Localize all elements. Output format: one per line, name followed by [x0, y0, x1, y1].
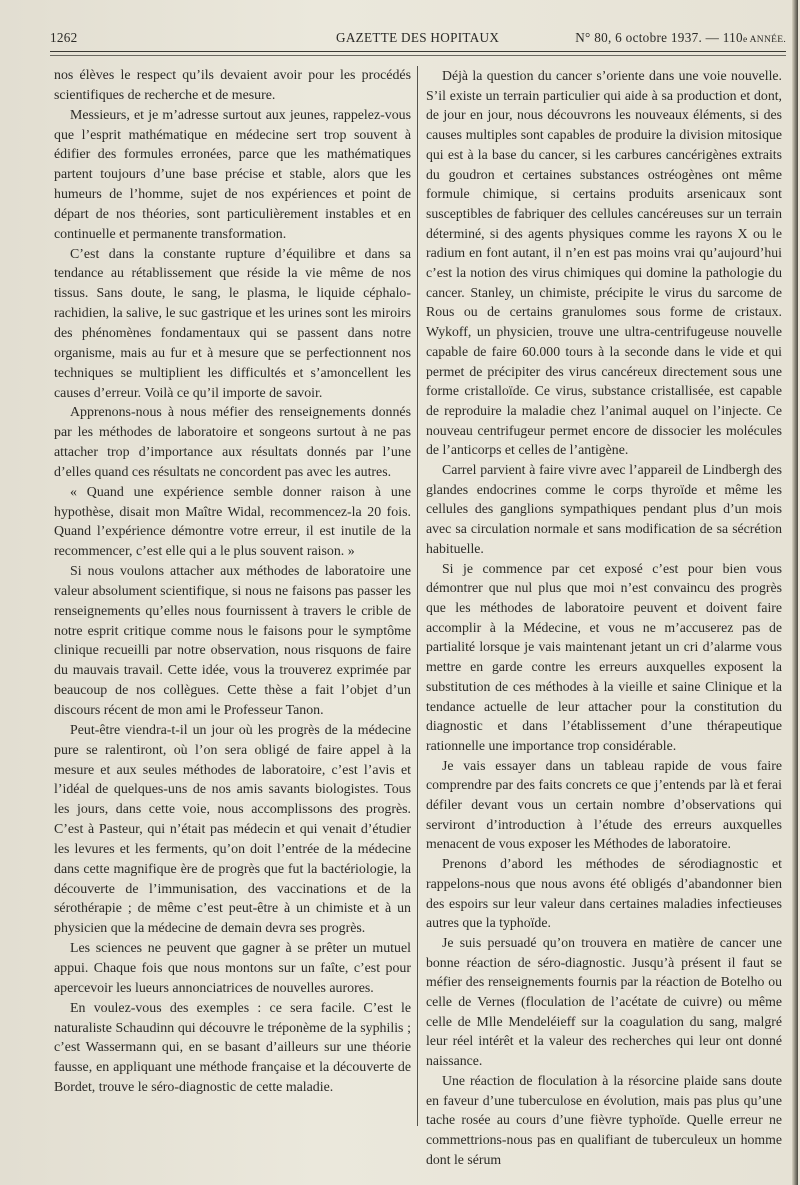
paragraph: « Quand une expérience semble donner raison à une hypothèse, disait mon Maître Widal, recommencez-la 20 fois. Quand l’expérience démontre votre erreur, il est inutile de la recommencer, c’est elle qui a le plus souvent raison. »: [54, 484, 411, 560]
paragraph: nos élèves le respect qu’ils devaient avoir pour les procédés scientifiques de recherche et de mesure.: [54, 68, 411, 103]
paragraph: En voulez-vous des exemples : ce sera facile. C’est le naturaliste Schaudinn qui découvre le tréponème de la syphilis ; c’est Wassermann qui, en se basant d’ailleurs sur une théorie fausse, en appliquant une méthode française et la découverte de Bordet, trouve le séro-diagnostic de cette maladie.: [54, 1000, 411, 1096]
right-column: [426, 66, 782, 1169]
paragraph: Une réaction de floculation à la résorcine plaide sans doute en faveur d’une tuberculose en évolution, mais pas plus qu’une tache rosée au cours d’une fièvre typhoïde. Quelle erreur ne commettrions-nous pas en qualifiant de tuberculeux un homme dont le sérum: [426, 1072, 782, 1167]
page-edge-shadow: [792, 0, 798, 1185]
paragraph: C’est dans la constante rupture d’équilibre et dans sa tendance au rétablissement que réside la vie même de nos tissus. Sans doute, le sang, le plasma, le liquide céphalo-rachidien, la salive, le suc gastrique et les urines sont les miroirs des phénomènes fondamentaux qui se passent dans notre organisme, mais au fur et à mesure que se perfectionnent nos techniques se multiplient les difficultés et s’amoncellent les causes d’erreur. Voilà ce qu’il importe de savoir.: [54, 246, 411, 401]
header-rule: [50, 51, 786, 52]
journal-title: GAZETTE DES HOPITAUX: [336, 30, 500, 45]
paragraph: Si je commence par cet exposé c’est pour bien vous démontrer que nul plus que moi n’est convaincu des progrès que les méthodes de laboratoire peuvent et doivent faire accomplir à la Médecine, et vous ne m’accuserez pas de partialité lorsque je vais maintenant jetant un cri d’alarme vous mettre en garde contre les erreurs auxquelles exposent la substitution de ces méthodes à la vieille et saine Clinique et la tendance actuelle de leur attacher pour la constitution du diagnostic et dans l’établissement d’une thérapeutique rationnelle une importance trop considérable.: [426, 560, 782, 753]
issue-year-suffix: e ANNÉE.: [742, 35, 786, 45]
paragraph: Prenons d’abord les méthodes de sérodiagnostic et rappelons-nous que nous avons été obligés d’abandonner bien des espoirs sur leur valeur dans certaines maladies infectieuses autres que la typhoïde.: [426, 856, 782, 931]
left-column: [54, 66, 411, 1098]
paragraph: Déjà la question du cancer s’oriente dans une voie nouvelle. S’il existe un terrain particulier qui aide à sa production et dont, de jour en jour, nous découvrons les nouveaux éléments, si des causes multiples sont capables de produire la division mitosique qui est à la base du cancer, si les carbures cancérigènes extraits du goudron et certaines substances ostréogènes ont même formule chimique, si certains produits arsenicaux sont susceptibles de fabriquer des cellules cancéreuses sur un terrain déterminé, si des agents physiques comme les rayons X ou le radium en font autant, il n’en est pas moins vrai qu’aujourd’hui c’est la notion des virus chimiques qui domine la pathologie du cancer. Stanley, un chimiste, précipite le virus du sarcome de Rous ou de certains granulomes sous forme de cristaux. Wykoff, un physicien, trouve une ultra-centrifugeuse nouvelle capable de faire 60.000 tours à la seconde dans le vide et qui permet de précipiter des virus cancéreux directement sous une forme cristalloïde. Ce virus, substance cristallisée, est capable de reproduire la maladie chez l’animal auquel on l’injecte. Ce nouveau centrifugeur permet encore de dissocier les molécules de l’anticorps et celles de l’antigène.: [426, 68, 782, 458]
issue-date: N° 80, 6 octobre 1937. — 110: [575, 30, 743, 45]
paragraph: Apprenons-nous à nous méfier des renseignements donnés par les méthodes de laboratoire et songeons surtout à ne pas attacher trop d’importance aux résultats donnés par l’une d’elles quand ces résultats ne concordent pas avec les autres.: [54, 405, 411, 480]
paragraph: Carrel parvient à faire vivre avec l’appareil de Lindbergh des glandes endocrines comme le corps thyroïde et même les cellules des ganglions sympathiques pendant plus d’un mois avec sa circulation normale et sans modification de sa sécrétion habituelle.: [426, 462, 782, 556]
column-divider: [417, 66, 418, 1126]
issue-info: [575, 30, 786, 46]
paragraph: Je vais essayer dans un tableau rapide de vous faire comprendre par des faits concrets ce que j’entends par là et ferai défiler devant vous un certain nombre d’observations qui serviront d’introduction à l’étude des erreurs auxquelles menacent de vous exposer les Méthodes de laboratoire.: [426, 757, 782, 852]
paragraph: Messieurs, et je m’adresse surtout aux jeunes, rappelez-vous que l’esprit mathématique en médecine sert trop souvent à édifier des formules erronées, parce que les mathématiques partent toujours d’une base précise et stable, alors que les humeurs de l’homme, sujet de nos expériences et point de départ de nos théories, sont particulièrement instables et en continuelle et permanente transformation.: [54, 107, 411, 242]
page-header: [50, 30, 786, 50]
page-number: 1262: [50, 30, 78, 45]
paragraph: Si nous voulons attacher aux méthodes de laboratoire une valeur absolument scientifique, si nous ne faisons pas passer les renseignements qu’elles nous fournissent à travers le crible de notre esprit critique comme nous le faisons pour le symptôme clinique recueilli par notre observation, nous risquons de faire du mauvais travail. Cette idée, vous la trouverez exprimée par beaucoup de nos collègues. Cette thèse a fait l’objet d’un discours récent de mon ami le Professeur Tanon.: [54, 564, 411, 718]
paragraph: Les sciences ne peuvent que gagner à se prêter un mutuel appui. Chaque fois que nous montons sur un faîte, c’est pour apercevoir les lueurs annonciatrices de nouvelles aurores.: [54, 941, 411, 996]
paragraph: Peut-être viendra-t-il un jour où les progrès de la médecine pure se ralentiront, où l’on sera obligé de faire appel à la mesure et aux seules méthodes de laboratoire, c’est l’avis et l’idéal de quelques-uns de nos amis savants biologistes. Tous les jours, dans cette voie, nous accomplissons des progrès. C’est à Pasteur, qui n’était pas médecin et qui venait d’étudier les levures et les ferments, qu’on doit l’entrée de la médecine dans cette magnifique ère de progrès que fut la bactériologie, la découverte de l’immunisation, des vaccinations et de la sérothérapie ; de même c’est peut-être à un chimiste et à un physicien que la médecine de demain devra ses progrès.: [54, 722, 411, 937]
paragraph: Je suis persuadé qu’on trouvera en matière de cancer une bonne réaction de séro-diagnostic. Jusqu’à présent il faut se méfier des renseignements fournis par la réaction de Botelho ou celle de Vernes (floculation de l’acétate de cuivre) ou même celle de Mlle Mendeléieff sur la coagulation du sang, malgré leur réel intérêt et la valeur des recherches qui leur ont donné naissance.: [426, 934, 782, 1069]
header-rule-thin: [50, 55, 786, 56]
